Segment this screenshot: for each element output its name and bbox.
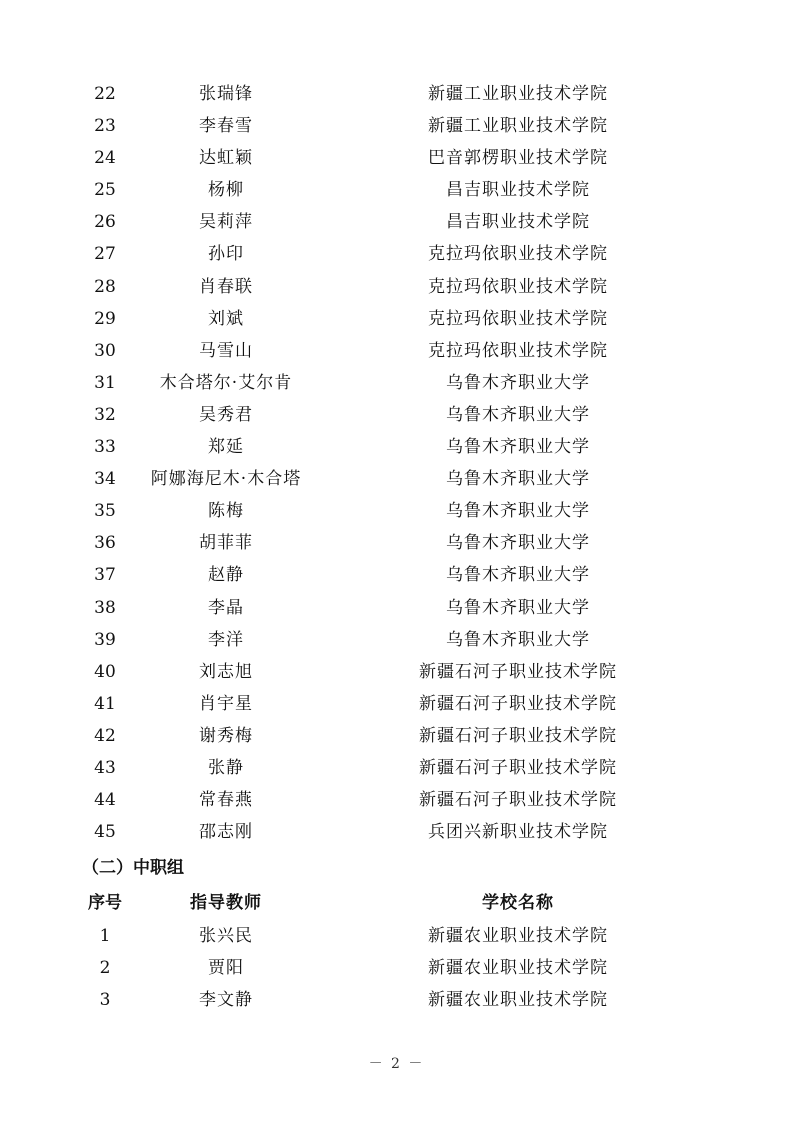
teacher-name: 贾阳 [208, 958, 244, 979]
header-number: 序号 [88, 893, 122, 913]
teacher-name: 常春燕 [199, 790, 253, 811]
table-row [0, 335, 793, 367]
teacher-name: 孙印 [208, 244, 244, 265]
teacher-name: 赵静 [208, 565, 244, 586]
table-row [0, 656, 793, 688]
row-number: 40 [94, 661, 116, 682]
table-row [0, 238, 793, 270]
school-name: 巴音郭楞职业技术学院 [428, 148, 608, 169]
teacher-name: 张静 [208, 757, 244, 778]
table-row [0, 920, 793, 952]
teacher-name: 达虹颖 [199, 148, 253, 169]
table-row [0, 463, 793, 495]
teacher-name: 杨柳 [208, 180, 244, 201]
school-name: 新疆农业职业技术学院 [428, 990, 608, 1011]
row-number: 44 [94, 790, 116, 811]
table-row [0, 784, 793, 816]
school-name: 乌鲁木齐职业大学 [446, 533, 590, 554]
school-name: 乌鲁木齐职业大学 [446, 629, 590, 650]
row-number: 3 [99, 990, 111, 1011]
table-row [0, 303, 793, 335]
school-name: 新疆农业职业技术学院 [428, 958, 608, 979]
teacher-name: 郑延 [208, 437, 244, 458]
teacher-table-continued [0, 78, 793, 848]
school-name: 兵团兴新职业技术学院 [428, 822, 608, 843]
row-number: 22 [94, 84, 116, 104]
table-row [0, 952, 793, 984]
school-name: 乌鲁木齐职业大学 [446, 501, 590, 522]
teacher-name: 陈梅 [208, 501, 244, 522]
teacher-name: 谢秀梅 [199, 725, 253, 746]
school-name: 乌鲁木齐职业大学 [446, 437, 590, 458]
row-number: 23 [94, 116, 116, 137]
school-name: 乌鲁木齐职业大学 [446, 565, 590, 586]
table-row [0, 752, 793, 784]
school-name: 克拉玛依职业技术学院 [428, 308, 608, 329]
row-number: 39 [94, 629, 116, 650]
row-number: 45 [94, 822, 116, 843]
page-number: － 2 － [368, 1056, 425, 1072]
table-row [0, 495, 793, 527]
table-row [0, 431, 793, 463]
teacher-name: 刘斌 [208, 308, 244, 329]
row-number: 42 [94, 725, 116, 746]
school-name: 克拉玛依职业技术学院 [428, 276, 608, 297]
row-number: 24 [94, 148, 116, 169]
row-number: 30 [94, 340, 116, 361]
row-number: 34 [94, 469, 116, 490]
teacher-name: 张瑞锋 [199, 84, 253, 104]
table-row [0, 367, 793, 399]
row-number: 43 [94, 757, 116, 778]
teacher-name: 李晶 [208, 597, 244, 618]
school-name: 新疆石河子职业技术学院 [419, 757, 617, 778]
school-name: 乌鲁木齐职业大学 [446, 404, 590, 425]
teacher-name: 胡菲菲 [199, 533, 253, 554]
header-school: 学校名称 [482, 893, 554, 913]
table-row [0, 399, 793, 431]
table-row [0, 688, 793, 720]
row-number: 33 [94, 437, 116, 458]
school-name: 新疆石河子职业技术学院 [419, 661, 617, 682]
teacher-name: 吴秀君 [199, 404, 253, 425]
school-name: 新疆石河子职业技术学院 [419, 693, 617, 714]
table-row [0, 816, 793, 848]
row-number: 41 [94, 693, 116, 714]
school-name: 昌吉职业技术学院 [446, 212, 590, 233]
school-name: 乌鲁木齐职业大学 [446, 372, 590, 393]
row-number: 28 [94, 276, 116, 297]
header-teacher: 指导教师 [190, 893, 262, 913]
school-name: 新疆石河子职业技术学院 [419, 790, 617, 811]
teacher-name: 李文静 [199, 990, 253, 1011]
secondary-vocational-table [0, 886, 793, 1017]
table-row [0, 78, 793, 110]
row-number: 1 [99, 926, 111, 946]
table-row [0, 559, 793, 591]
row-number: 27 [94, 244, 116, 265]
school-name: 新疆工业职业技术学院 [428, 84, 608, 104]
school-name: 克拉玛依职业技术学院 [428, 340, 608, 361]
teacher-name: 肖春联 [199, 276, 253, 297]
section-title-secondary-vocational: （二）中职组 [82, 858, 184, 878]
table-row [0, 174, 793, 206]
table-row [0, 624, 793, 656]
school-name: 新疆工业职业技术学院 [428, 116, 608, 137]
school-name: 新疆农业职业技术学院 [428, 926, 608, 946]
table-row [0, 984, 793, 1016]
school-name: 克拉玛依职业技术学院 [428, 244, 608, 265]
teacher-name: 李春雪 [199, 116, 253, 137]
table-row [0, 720, 793, 752]
table-header-row [0, 886, 793, 920]
row-number: 38 [94, 597, 116, 618]
school-name: 乌鲁木齐职业大学 [446, 469, 590, 490]
row-number: 37 [94, 565, 116, 586]
table-row [0, 271, 793, 303]
row-number: 2 [99, 958, 111, 979]
table-row [0, 110, 793, 142]
teacher-name: 吴莉萍 [199, 212, 253, 233]
row-number: 31 [94, 372, 116, 393]
row-number: 26 [94, 212, 116, 233]
table-row [0, 592, 793, 624]
teacher-name: 李洋 [208, 629, 244, 650]
school-name: 乌鲁木齐职业大学 [446, 597, 590, 618]
teacher-name: 肖宇星 [199, 693, 253, 714]
row-number: 29 [94, 308, 116, 329]
teacher-name: 木合塔尔·艾尔肯 [159, 372, 293, 393]
row-number: 36 [94, 533, 116, 554]
row-number: 32 [94, 404, 116, 425]
table-row [0, 142, 793, 174]
table-row [0, 206, 793, 238]
table-row [0, 527, 793, 559]
row-number: 25 [94, 180, 116, 201]
teacher-name: 张兴民 [199, 926, 253, 946]
teacher-name: 刘志旭 [199, 661, 253, 682]
school-name: 新疆石河子职业技术学院 [419, 725, 617, 746]
teacher-name: 马雪山 [199, 340, 253, 361]
school-name: 昌吉职业技术学院 [446, 180, 590, 201]
teacher-name: 邵志刚 [199, 822, 253, 843]
teacher-name: 阿娜海尼木·木合塔 [150, 469, 302, 490]
row-number: 35 [94, 501, 116, 522]
